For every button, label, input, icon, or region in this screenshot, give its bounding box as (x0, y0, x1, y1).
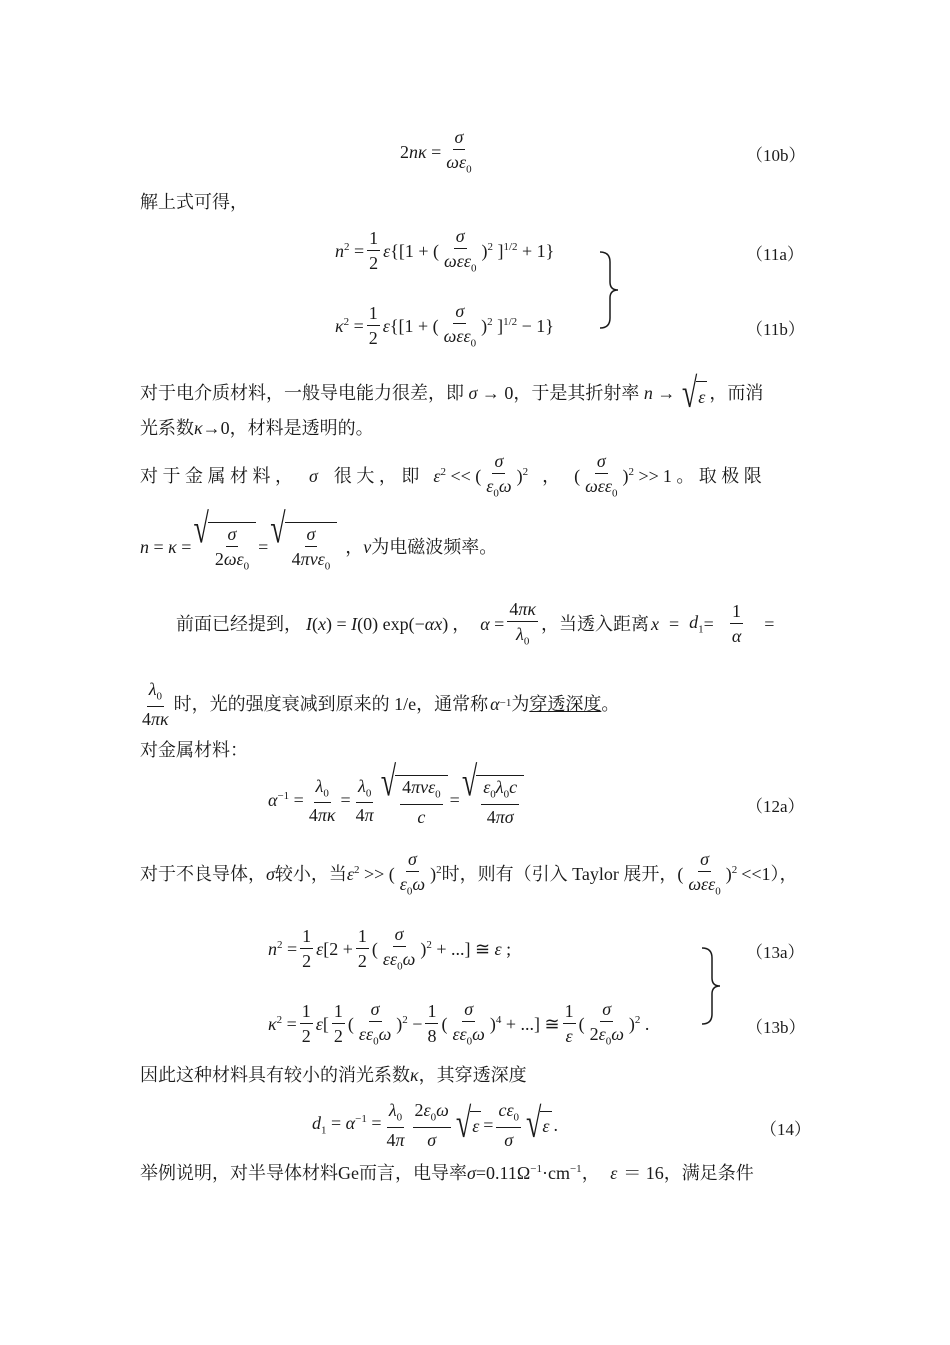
equation-number: （14） (760, 1120, 811, 1139)
equation-13a: $n^2$ = $\frac{1}{2}$ ε[2 + $\frac{1}{2}$ ( $\frac{\sigma}{\varepsilon\varepsilon_0\omega}$ )$^2$ + ...] ≅ ε ; (268, 924, 512, 973)
equation-10b: 2nκ = $\frac{\sigma}{\omega\varepsilon_0}$ (400, 127, 472, 176)
equation-14: $d_1 = \alpha^{-1}$ = $\frac{\lambda_0}{4\pi}$ $\frac{2\varepsilon_0\omega}{\sigma}$ √ ε = $\frac{c\varepsilon_0}{\sigma}$ √ ε . (312, 1100, 559, 1150)
equation-11a: $n^2$ = $\frac{1}{2}$ ε{[1 + ( $\frac{\sigma}{\omega\varepsilon\varepsilon_0}$ )$^2$ ]$^{1/2}$ + 1} (335, 226, 555, 275)
equation-number: （10b） (746, 146, 806, 165)
paragraph-dielectric-line1: 对于电介质材料，一般导电能力很差，即 σ → 0，于是其折射率 n → √ ε ，而消 (140, 371, 764, 418)
paragraph-metal: 对 于 金 属 材 料 ， σ 很 大 ， 即 $\varepsilon^2$ << ( $\frac{\sigma}{\varepsilon_0\omega}$ )$^2$ ， ( $\frac{\sigma}{\omega\varepsilon\varepsilon_0}$ )$^2$ >> 1 。 取 极 限 (140, 451, 762, 500)
equation-number: （11a） (746, 245, 804, 264)
equation-13b: $\kappa^2$ = $\frac{1}{2}$ ε[ $\frac{1}{2}$ ( $\frac{\sigma}{\varepsilon\varepsilon_0\omega}$ )$^2$ − $\frac{1}{8}$ ( $\frac{\sigma}{\varepsilon\varepsilon_0\omega}$ )$^4$ + ...] ≅ $\frac{1}{\varepsilon}$ ( $\frac{\sigma}{2\varepsilon_0\omega}$ )$^2$ . (268, 999, 650, 1048)
equation-number: （11b） (746, 320, 805, 339)
paragraph-example: 举例说明，对半导体材料Ge而言，电导率$\sigma=0.11\Omega^{-1}\cdot cm^{-1}$， ε ＝ 16，满足条件 (140, 1163, 754, 1183)
right-brace-icon (700, 946, 724, 1026)
equation-number: （12a） (746, 797, 805, 816)
right-brace-icon (598, 250, 622, 330)
equation-limit: n = κ = √ $\frac{\sigma}{2\omega\varepsilon_0}$ = √ $\frac{\sigma}{4\pi\nu\varepsilon_0}$ ，ν 为电磁波频率。 (140, 506, 498, 573)
paragraph-solve: 解上式可得， (140, 192, 248, 212)
paragraph-metal-materials: 对金属材料： (140, 740, 248, 760)
equation-12a: $\alpha^{-1}$ = $\frac{\lambda_0}{4\pi\kappa}$ = $\frac{\lambda_0}{4\pi}$ √ $\frac{4\pi\nu\varepsilon_0}{c}$ = √ $\frac{\varepsilon_0\lambda_0c}{4\pi\sigma}$ (268, 775, 526, 826)
paragraph-small-extinction: 因此这种材料具有较小的消光系数κ，其穿透深度 (140, 1065, 527, 1085)
equation-number: （13b） (746, 1018, 806, 1037)
paragraph-dielectric-line2: 光系数κ→0，材料是透明的。 (140, 418, 374, 438)
term-penetration-depth: 穿透深度 (529, 693, 602, 714)
equation-11b: $\kappa^2$ = $\frac{1}{2}$ ε{[1 + ( $\frac{\sigma}{\omega\varepsilon\varepsilon_0}$ )$^2$ ]$^{1/2}$ − 1} (335, 301, 554, 350)
equation-number: （13a） (746, 943, 805, 962)
paragraph-penetration-line1: 前面已经提到， I(x) = I(0) exp(−αx) ， α = $\frac{4\pi\kappa}{\lambda_0}$ ，当透入距离 x = $d_1$ = $\frac{1}{\alpha}$ = (176, 599, 775, 648)
paragraph-penetration-line2: $\frac{\lambda_0}{4\pi\kappa}$ 时，光的强度衰减到原来的 1/e，通常称 α −1 为 穿透深度 。 (142, 679, 620, 729)
paragraph-poor-conductor: 对于不良导体， σ 较小，当 $\varepsilon^2$ >> ( $\frac{\sigma}{\varepsilon_0\omega}$ )$^2$ 时，则有（引入 Taylor 展开， ( $\frac{\sigma}{\omega\varepsilon\varepsilon_0}$ )$^2$ <<1）， (140, 849, 798, 898)
